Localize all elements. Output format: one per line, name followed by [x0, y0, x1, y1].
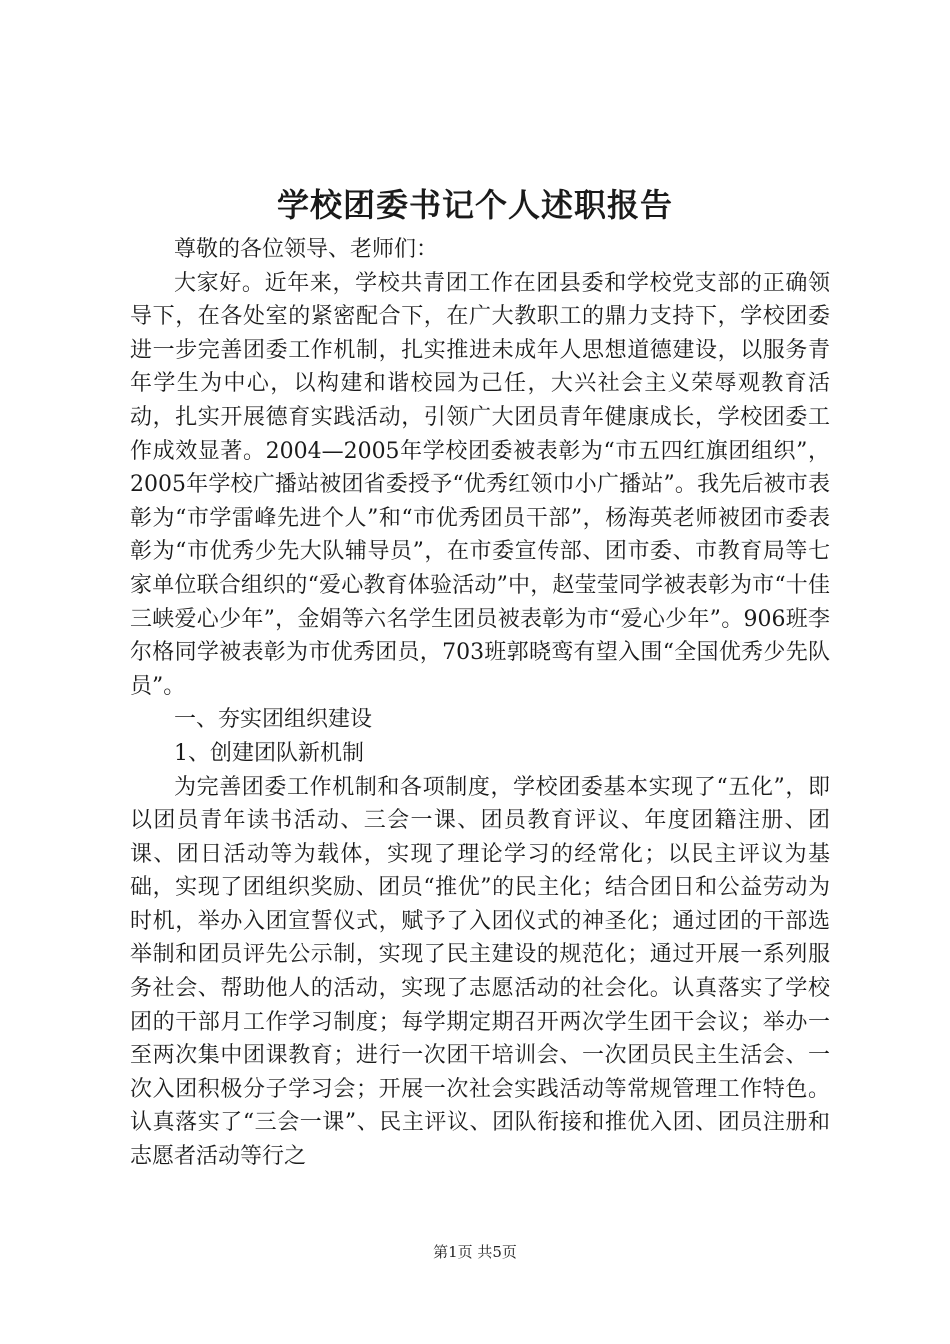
salutation-paragraph: 尊敬的各位领导、老师们：: [174, 237, 439, 262]
subsection-heading: 1、创建团队新机制: [174, 740, 364, 766]
document-body: [130, 233, 830, 1174]
section-heading: 一、夯实团组织建设: [174, 707, 373, 733]
body-paragraph: 为完善团委工作机制和各项制度，学校团委基本实现了“五化”，即以团员青年读书活动、三会一课、团员教育评议、年度团籍注册、团课、团日活动等为载体，实现了理论学习的经常化；以民主评议为基础，实现了团组织奖励、团员“推优”的民主化；结合团日和公益劳动为时机，举办入团宣誓仪式，赋予了入团仪式的神圣化；通过团的干部选举制和团员评先公示制，实现了民主建设的规范化；通过开展一系列服务社会、帮助他人的活动，实现了志愿活动的社会化。认真落实了学校团的干部月工作学习制度；每学期定期召开两次学生团干会议；举办一至两次集中团课教育；进行一次团干培训会、一次团员民主生活会、一次入团积极分子学习会；开展一次社会实践活动等常规管理工作特色。认真落实了“三会一课”、民主评议、团队衔接和推优入团、团员注册和志愿者活动等行之: [130, 774, 830, 1170]
page-footer: 第1页 共5页: [433, 1243, 517, 1261]
intro-paragraph: 大家好。近年来，学校共青团工作在团县委和学校党支部的正确领导下，在各处室的紧密配合下，在广大教职工的鼎力支持下，学校团委进一步完善团委工作机制，扎实推进未成年人思想道德建设，以服务青年学生为中心，以构建和谐校园为己任，大兴社会主义荣辱观教育活动，扎实开展德育实践活动，引领广大团员青年健康成长，学校团委工作成效显著。2004—2005年学校团委被表彰为“市五四红旗团组织”，2005年学校广播站被团省委授予“优秀红领巾小广播站”。我先后被市表彰为“市学雷峰先进个人”和“市优秀团员干部”，杨海英老师被团市委表彰为“市优秀少先大队辅导员”，在市委宣传部、团市委、市教育局等七家单位联合组织的“爱心教育体验活动”中，赵莹莹同学被表彰为市“十佳三峡爱心少年”，金娟等六名学生团员被表彰为市“爱心少年”。906班李尔格同学被表彰为市优秀团员，703班郭晓鸾有望入围“全国优秀少先队员”。: [130, 270, 830, 699]
document-title: 学校团委书记个人述职报告: [276, 186, 673, 224]
